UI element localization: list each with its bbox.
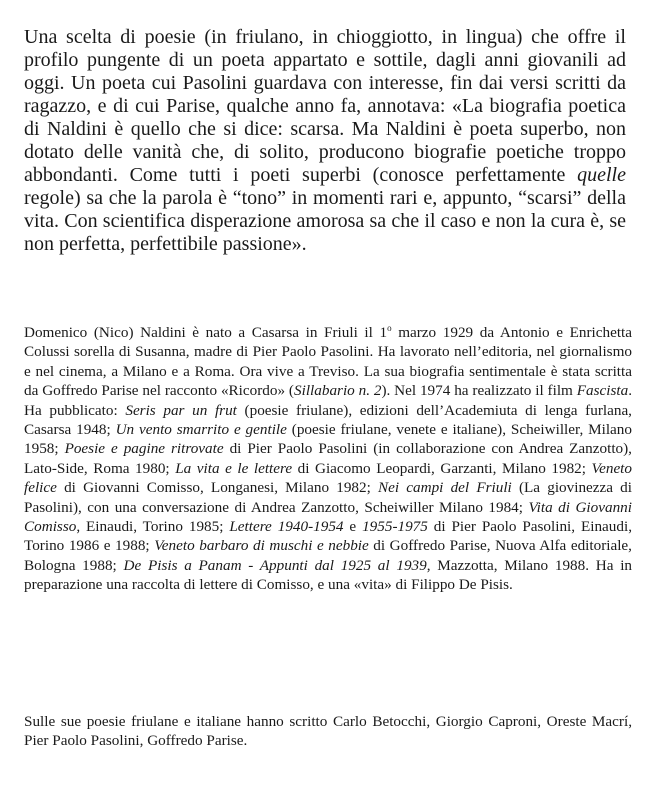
title-italic: Vita di Giovanni Comisso: [24, 498, 632, 536]
bio-text: ). Nel 1974 ha realizzato il film: [381, 382, 577, 400]
title-italic: Nei campi del Friuli: [378, 479, 512, 497]
title-italic: Poesie e pagine ritrovate: [64, 440, 224, 458]
title-italic: Lettere 1940-1954: [229, 518, 344, 536]
bio-text: , Mazzotta, Milano 1988. Ha in preparazione una raccolta di lettere di Comisso, e una «vita» di Filippo De Pisis.: [24, 556, 633, 594]
bio-text: marzo 1929 da Antonio e Enrichetta Colussi sorella di Susanna, madre di Pier Paolo Pasolini. Ha lavorato nell’editoria, nel giornalismo e nel cinema, a Milano e a Roma. Ora vive a Treviso. La sua biografia sentimentale è stata scritta da Goffredo Parise nel racconto «Ricordo» (: [24, 324, 633, 400]
bio-text: di Pier Paolo Pasolini (in collaborazione con Andrea Zanzotto), Lato-Side, Roma 1980;: [24, 440, 632, 477]
bio-text: Domenico (Nico) Naldini è nato a Casarsa in Friuli il 1: [24, 324, 388, 341]
title-italic: 1955-1975: [362, 518, 428, 536]
title-italic: Seris par un frut: [125, 401, 237, 419]
blurb-paragraph: [24, 26, 626, 256]
title-italic: Sillabario n. 2: [294, 382, 382, 400]
bio-text: (La giovinezza di Pasolini), con una conversazione di Andrea Zanzotto, Scheiwiller Milano 1984;: [24, 479, 632, 516]
bio-text: , Einaudi, Torino 1985;: [76, 518, 230, 536]
bio-text: di Goffredo Parise, Nuova Alfa editoriale, Bologna 1988;: [24, 537, 632, 574]
bio-text: . Ha pubblicato:: [24, 382, 632, 419]
critics-paragraph: Sulle sue poesie friulane e italiane hanno scritto Carlo Betocchi, Giorgio Caproni, Oreste Macrí, Pier Paolo Pasolini, Goffredo Parise.: [24, 713, 632, 750]
title-italic: La vita e le lettere: [175, 459, 293, 477]
title-italic: Veneto felice: [24, 459, 632, 497]
blurb-emphasis: quelle: [577, 164, 626, 186]
bio-text: di Giacomo Leopardi, Garzanti, Milano 1982;: [292, 459, 592, 477]
title-italic: Un vento smarrito e gentile: [115, 421, 287, 439]
bio-text: di Giovanni Comisso, Longanesi, Milano 1982;: [56, 479, 379, 497]
ordinal-superscript: o: [387, 323, 392, 333]
bio-text: (poesie friulane), edizioni dell’Academiuta di lenga furlana, Casarsa 1948;: [24, 401, 632, 439]
title-italic: Veneto barbaro di muschi e nebbie: [154, 537, 369, 555]
title-italic: Fascista: [576, 382, 629, 400]
biography-paragraph: [24, 323, 632, 595]
bio-text: di Pier Paolo Pasolini, Einaudi, Torino 1986 e 1988;: [24, 518, 633, 555]
bio-text: e: [343, 518, 363, 536]
title-italic: De Pisis a Panam - Appunti dal 1925 al 1939: [123, 556, 427, 574]
blurb-text: Una scelta di poesie (in friulano, in chioggiotto, in lingua) che offre il profilo pungente di un poeta appartato e sottile, dagli anni giovanili ad oggi. Un poeta cui Pasolini guardava con interesse, fin dai versi scritti da ragazzo, e di cui Parise, qualche anno fa, annotava: «La biografia poetica di Naldini è quello che si dice: scarsa. Ma Naldini è poeta superbo, non dotato delle vanità che, di solito, producono biografie poetiche troppo abbondanti. Come tutti i poeti superbi (conosce perfettamente: [24, 26, 626, 186]
blurb-text: regole) sa che la parola è “tono” in momenti rari e, appunto, “scarsi” della vita. Con scientifica disperazione amorosa sa che il caso e non la cura è, se non perfetta, perfettibile passione».: [24, 187, 626, 255]
bio-text: (poesie friulane, venete e italiane), Scheiwiller, Milano 1958;: [24, 421, 632, 458]
